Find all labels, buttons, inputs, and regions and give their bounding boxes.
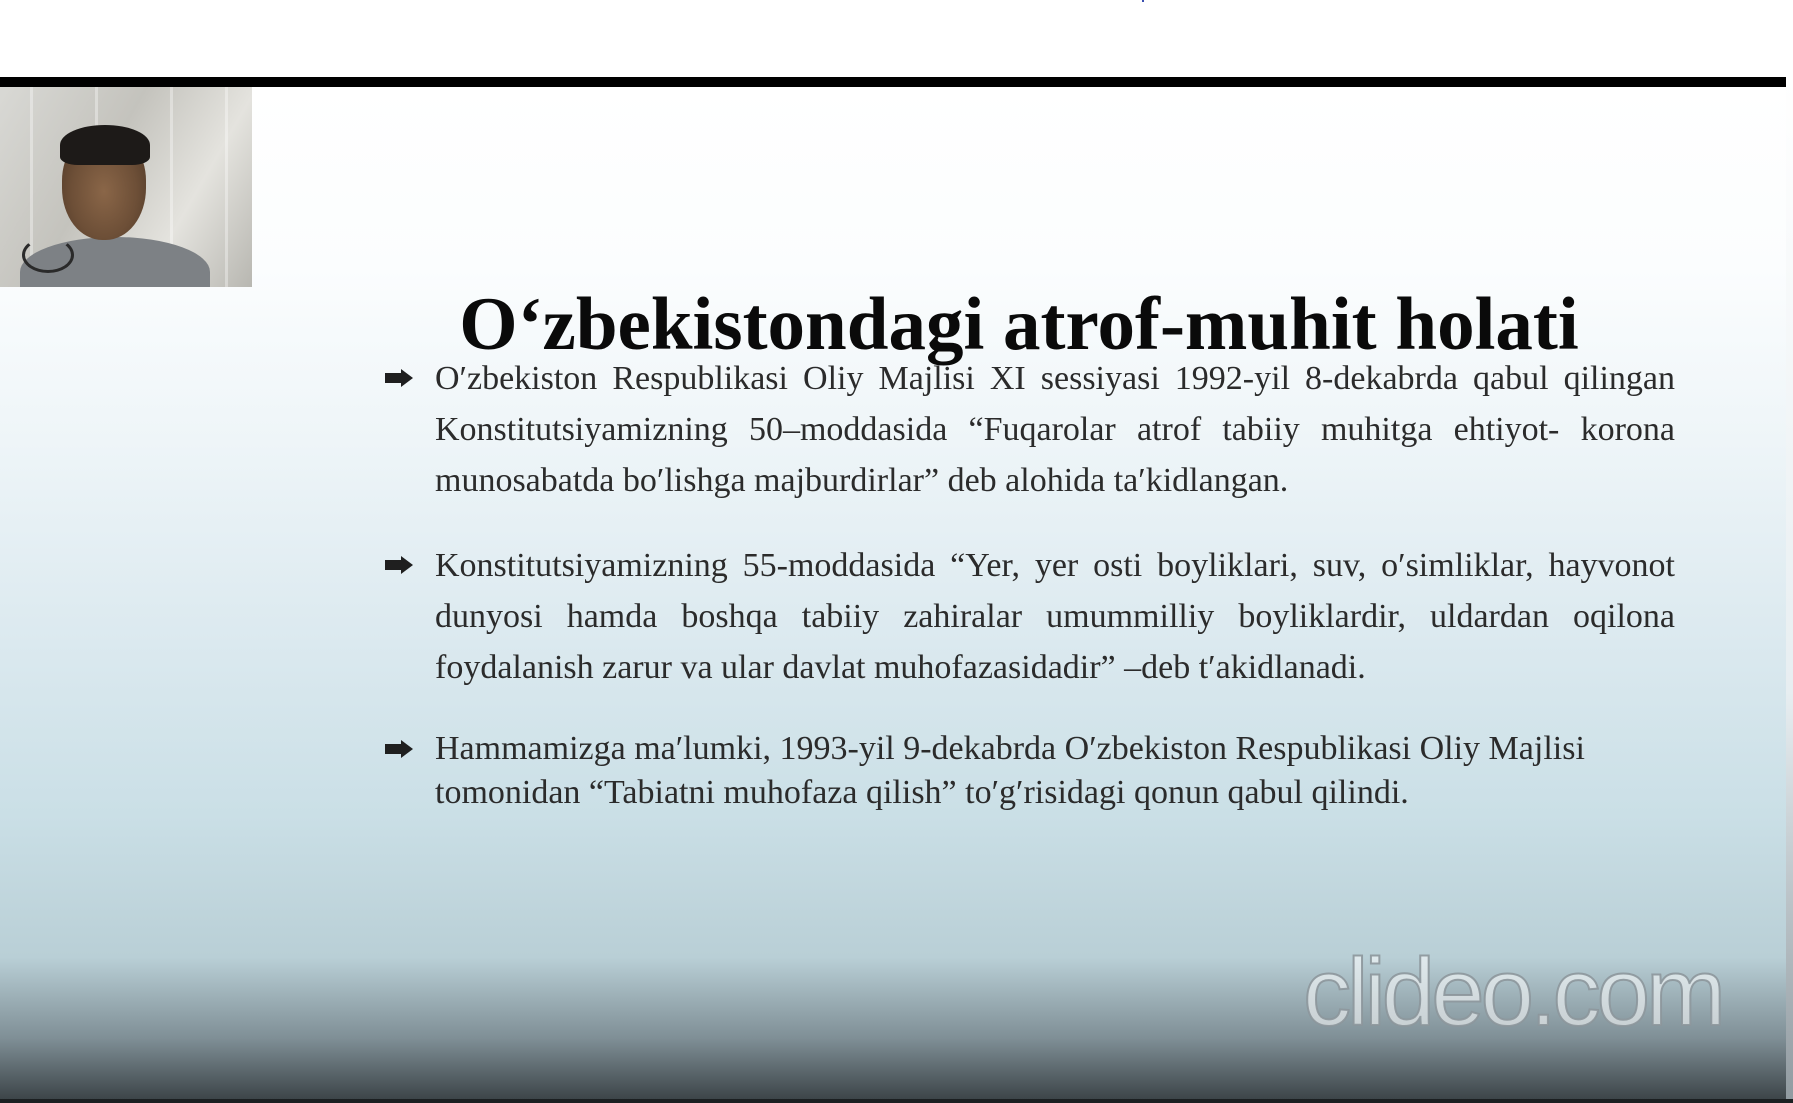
webcam-presenter	[0, 87, 252, 287]
bullet-item	[385, 727, 1675, 815]
bullet-item	[385, 540, 1675, 693]
bullet-text: O′zbekiston Respublikasi Oliy Majlisi XI sessiyasi 1992-yil 8-dekabrda qabul qilingan Konstitutsiyamizning 50–moddasida “Fuqarolar atrof tabiiy muhitga ehtiyot- korona munosabatda bo′lishga majburdirlar” deb alohida ta′kidlangan.	[435, 360, 1675, 499]
bullet-text: Hammamizga ma′lumki, 1993-yil 9-dekabrda O′zbekiston Respublikasi Oliy Majlisi tomonidan “Tabiatni muhofaza qilish” to′g′risidagi qonun qabul qilindi.	[435, 730, 1585, 811]
slide-right-edge	[1786, 77, 1793, 1103]
glasses-icon	[22, 237, 74, 273]
cursor-dot	[1142, 0, 1144, 2]
slide-title: O‘zbekistondagi atrof-muhit holati	[459, 283, 1579, 366]
bullet-text: Konstitutsiyamizning 55-moddasida “Yer, yer osti boyliklari, suv, o′simliklar, hayvonot dunyosi hamda boshqa tabiiy zahiralar umummilliy boyliklardir, uldardan oqilona foydalanish zarur va ular davlat muhofazasidadir” –deb t′akidlanadi.	[435, 547, 1675, 686]
bullet-list	[385, 353, 1675, 849]
arrow-bullet-icon	[385, 556, 413, 574]
arrow-bullet-icon	[385, 740, 413, 758]
bullet-item	[385, 353, 1675, 506]
bottom-edge	[0, 1099, 1793, 1103]
clideo-watermark: clideo.com	[1303, 939, 1722, 1046]
arrow-bullet-icon	[385, 369, 413, 387]
slide-top-border	[0, 77, 1790, 87]
presentation-slide	[0, 87, 1786, 1099]
top-blank-area	[0, 0, 1793, 77]
presenter-hair	[60, 125, 150, 165]
curtain-fold	[225, 87, 228, 287]
